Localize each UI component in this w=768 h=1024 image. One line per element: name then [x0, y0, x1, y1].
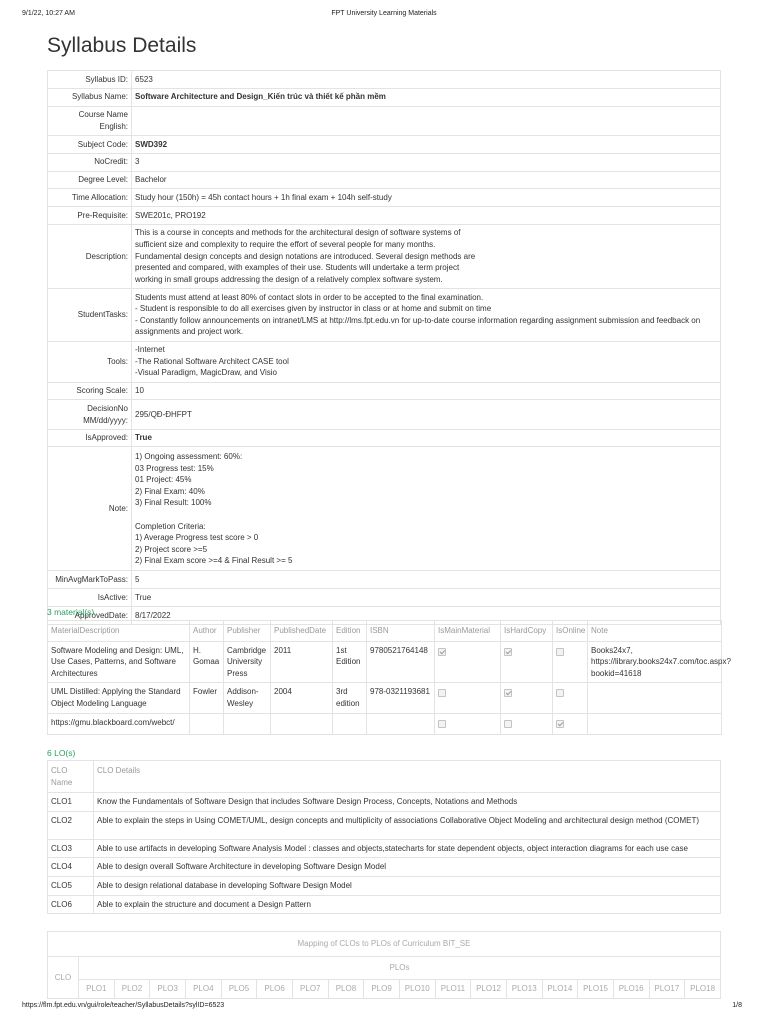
clo-details: Able to explain the structure and document a Design Pattern [94, 895, 721, 914]
info-label: IsApproved: [48, 429, 132, 447]
plo-header: PLO3 [150, 980, 186, 999]
material-date: 2004 [271, 683, 333, 713]
material-col-header: IsHardCopy [501, 621, 553, 642]
info-value: 3 [132, 153, 721, 171]
material-publisher: Addison-Wesley [224, 683, 271, 713]
clo-row [48, 793, 721, 812]
material-desc: UML Distilled: Applying the Standard Object Modeling Language [48, 683, 190, 713]
info-row [48, 88, 721, 106]
material-author [190, 713, 224, 735]
material-row [48, 683, 722, 713]
material-online-cell [553, 641, 588, 683]
checkbox-icon [556, 720, 564, 728]
info-row [48, 571, 721, 589]
material-col-header: Author [190, 621, 224, 642]
material-online-cell [553, 683, 588, 713]
info-value: 8/17/2022 [132, 607, 721, 625]
plo-header: PLO18 [685, 980, 721, 999]
material-isbn: 978-0321193681 [367, 683, 435, 713]
info-value: True [132, 429, 721, 447]
info-label: ApprovedDate: [48, 607, 132, 625]
material-desc: https://gmu.blackboard.com/webct/ [48, 713, 190, 735]
checkbox-icon [556, 689, 564, 697]
plo-header: PLO14 [542, 980, 578, 999]
plo-header: PLO15 [578, 980, 614, 999]
material-date [271, 713, 333, 735]
material-note: Books24x7, https://library.books24x7.com/toc.aspx?bookid=41618 [588, 641, 722, 683]
clo-name: CLO6 [48, 895, 94, 914]
info-value: 5 [132, 571, 721, 589]
plo-header: PLO7 [292, 980, 328, 999]
material-author: H. Gomaa [190, 641, 224, 683]
clo-heading: 6 LO(s) [47, 748, 76, 758]
material-row [48, 713, 722, 735]
clo-name: CLO2 [48, 811, 94, 839]
material-main-cell [435, 641, 501, 683]
info-label: Description: [48, 224, 132, 288]
clo-name: CLO5 [48, 876, 94, 895]
plo-header: PLO11 [435, 980, 471, 999]
material-col-header: Note [588, 621, 722, 642]
material-col-header: Edition [333, 621, 367, 642]
clo-details-header: CLO Details [94, 761, 721, 793]
info-label: Note: [48, 447, 132, 571]
info-label: MinAvgMarkToPass: [48, 571, 132, 589]
info-row [48, 71, 721, 89]
plo-header: PLO1 [79, 980, 115, 999]
info-row [48, 106, 721, 135]
plo-header: PLO5 [221, 980, 257, 999]
material-edition [333, 713, 367, 735]
info-row [48, 589, 721, 607]
info-value: This is a course in concepts and methods for the architectural design of software systems of sufficient size and complexity to require the effort of several people for many months. Fundamental design concepts and design notations are introduced. Several design methods are presented and compared, with examples of their use. Students will undertake a term project working in small groups addressing the design of a relatively complex software system. [132, 224, 721, 288]
checkbox-icon [556, 648, 564, 656]
print-url: https://flm.fpt.edu.vn/gui/role/teacher/SyllabusDetails?sylID=6523 [22, 1002, 225, 1009]
info-value: 295/QĐ-ĐHFPT [132, 400, 721, 429]
material-date: 2011 [271, 641, 333, 683]
material-hard-cell [501, 713, 553, 735]
material-edition: 3rd edition [333, 683, 367, 713]
material-note [588, 713, 722, 735]
info-value: SWD392 [132, 135, 721, 153]
clo-row [48, 811, 721, 839]
plo-header: PLO6 [257, 980, 293, 999]
info-value: SWE201c, PRO192 [132, 207, 721, 225]
material-col-header: ISBN [367, 621, 435, 642]
info-label: StudentTasks: [48, 289, 132, 342]
clo-name: CLO4 [48, 858, 94, 877]
mapping-clo-header: CLO [48, 957, 79, 999]
checkbox-icon [504, 648, 512, 656]
info-row [48, 400, 721, 429]
info-value: Students must attend at least 80% of contact slots in order to be accepted to the final examination. - Student is responsible to do all exercises given by instructor in class or at home and submit on time - Constantly follow announcements on intranet/LMS at http://lms.fpt.edu.vn for up-to-date course information regarding assignment submission and feedback on assignments and project work. [132, 289, 721, 342]
plo-header: PLO13 [506, 980, 542, 999]
material-col-header: Publisher [224, 621, 271, 642]
checkbox-icon [504, 689, 512, 697]
info-row [48, 207, 721, 225]
info-label: Scoring Scale: [48, 382, 132, 400]
info-value: True [132, 589, 721, 607]
material-online-cell [553, 713, 588, 735]
checkbox-icon [438, 720, 446, 728]
info-label: NoCredit: [48, 153, 132, 171]
info-label: Tools: [48, 341, 132, 382]
clo-details: Know the Fundamentals of Software Design that includes Software Design Process, Concepts, Notations and Methods [94, 793, 721, 812]
info-label: Syllabus ID: [48, 71, 132, 89]
clo-name-header: CLO Name [48, 761, 94, 793]
print-footer [0, 1002, 768, 1014]
checkbox-icon [438, 689, 446, 697]
info-value: Software Architecture and Design_Kiến trúc và thiết kế phần mềm [132, 88, 721, 106]
material-col-header: IsMainMaterial [435, 621, 501, 642]
info-value: Bachelor [132, 171, 721, 189]
info-label: IsActive: [48, 589, 132, 607]
info-row [48, 341, 721, 382]
material-col-header: PublishedDate [271, 621, 333, 642]
clo-row [48, 858, 721, 877]
info-label: Degree Level: [48, 171, 132, 189]
material-hard-cell [501, 641, 553, 683]
materials-heading: 3 material(s) [47, 607, 95, 617]
checkbox-icon [438, 648, 446, 656]
clo-table [47, 760, 721, 914]
material-note [588, 683, 722, 713]
info-row [48, 189, 721, 207]
info-label: DecisionNo MM/dd/yyyy: [48, 400, 132, 429]
info-value: 6523 [132, 71, 721, 89]
plo-header: PLO2 [114, 980, 150, 999]
material-hard-cell [501, 683, 553, 713]
material-isbn [367, 713, 435, 735]
info-row [48, 224, 721, 288]
plo-header: PLO10 [399, 980, 435, 999]
info-label: Subject Code: [48, 135, 132, 153]
clo-details: Able to design relational database in developing Software Design Model [94, 876, 721, 895]
material-main-cell [435, 713, 501, 735]
info-row [48, 289, 721, 342]
mapping-title: Mapping of CLOs to PLOs of Curriculum BIT_SE [48, 932, 721, 957]
clo-details: Able to design overall Software Architecture in developing Software Design Model [94, 858, 721, 877]
plo-header: PLO9 [364, 980, 400, 999]
clo-row [48, 895, 721, 914]
clo-details: Able to explain the steps in Using COMET/UML, design concepts and multiplicity of associations Collaborative Object Modeling and architectural design method (COMET) [94, 811, 721, 839]
print-header [0, 10, 768, 22]
plo-header: PLO4 [185, 980, 221, 999]
print-site-title: FPT University Learning Materials [331, 10, 437, 17]
info-row [48, 135, 721, 153]
page-title: Syllabus Details [47, 34, 197, 57]
plo-header: PLO16 [613, 980, 649, 999]
material-edition: 1st Edition [333, 641, 367, 683]
info-label: Time Allocation: [48, 189, 132, 207]
plo-header: PLO8 [328, 980, 364, 999]
syllabus-info-table [47, 70, 721, 625]
material-publisher: Cambridge University Press [224, 641, 271, 683]
info-value: Study hour (150h) = 45h contact hours + 1h final exam + 104h self-study [132, 189, 721, 207]
mapping-plos-header: PLOs [79, 957, 721, 980]
print-page-number: 1/8 [732, 1002, 742, 1009]
info-value [132, 106, 721, 135]
material-col-header: MaterialDescription [48, 621, 190, 642]
info-value: -Internet -The Rational Software Architect CASE tool -Visual Paradigm, MagicDraw, and Visio [132, 341, 721, 382]
clo-row [48, 839, 721, 858]
plo-header: PLO17 [649, 980, 685, 999]
material-main-cell [435, 683, 501, 713]
print-datetime: 9/1/22, 10:27 AM [22, 10, 75, 17]
material-desc: Software Modeling and Design: UML, Use Cases, Patterns, and Software Architectures [48, 641, 190, 683]
info-row [48, 171, 721, 189]
clo-details: Able to use artifacts in developing Software Analysis Model : classes and objects,statecharts for state dependent objects, object interaction diagrams for each use case [94, 839, 721, 858]
material-publisher [224, 713, 271, 735]
materials-table [47, 620, 731, 735]
material-author: Fowler [190, 683, 224, 713]
info-row [48, 447, 721, 571]
plo-header: PLO12 [471, 980, 507, 999]
clo-plo-mapping-table [47, 931, 721, 999]
checkbox-icon [504, 720, 512, 728]
info-label: Syllabus Name: [48, 88, 132, 106]
info-row [48, 382, 721, 400]
info-label: Course Name English: [48, 106, 132, 135]
info-label: Pre-Requisite: [48, 207, 132, 225]
info-value: 1) Ongoing assessment: 60%: 03 Progress test: 15% 01 Project: 45% 2) Final Exam: 40% 3) Final Result: 100% Completion Criteria: 1) Average Progress test score > 0 2) Project score >=5 2) Final Exam score >=4 & Final Result >= 5 [132, 447, 721, 571]
info-row [48, 153, 721, 171]
clo-name: CLO1 [48, 793, 94, 812]
clo-row [48, 876, 721, 895]
info-row [48, 429, 721, 447]
material-row [48, 641, 722, 683]
material-isbn: 9780521764148 [367, 641, 435, 683]
material-col-header: IsOnline [553, 621, 588, 642]
clo-name: CLO3 [48, 839, 94, 858]
info-value: 10 [132, 382, 721, 400]
